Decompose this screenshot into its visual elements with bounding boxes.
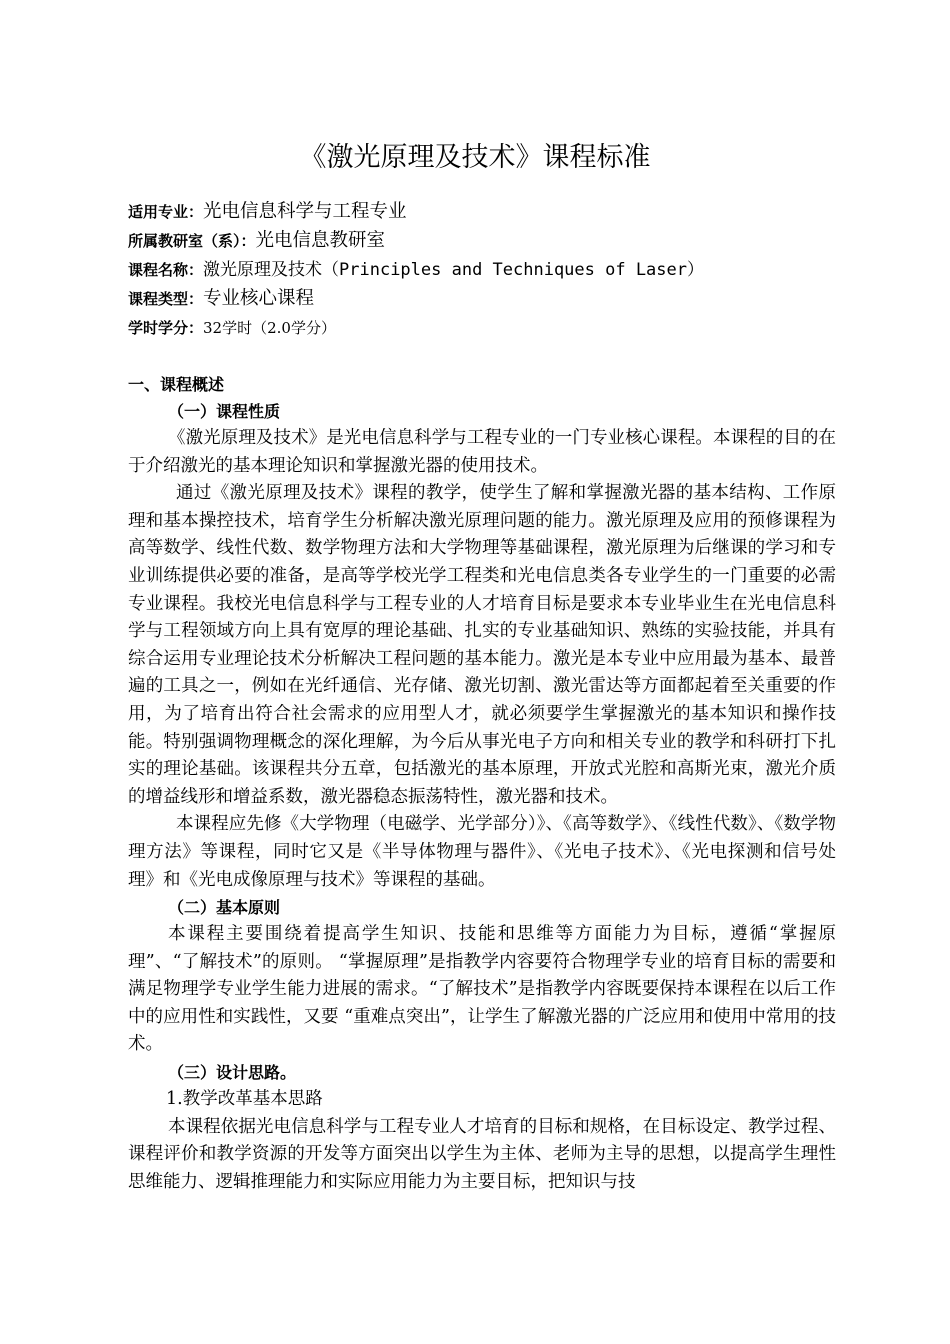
course-meta: [128, 197, 848, 342]
meta-major-label: 适用专业：: [128, 203, 204, 221]
meta-major-value: 光电信息科学与工程专业: [203, 201, 407, 222]
meta-course-value: 激光原理及技术（Principles and Techniques of Laser）: [203, 260, 705, 280]
meta-type-value: 专业核心课程: [203, 288, 315, 309]
paragraph-design-1: 本课程依据光电信息科学与工程专业人才培育的目标和规格，在目标设定、教学过程、课程评价和教学资源的开发等方面突出以学生为主体、老师为主导的思想，以提高学生理性思维能力、逻辑推理能力和实际应用能力为主要目标，把知识与技: [128, 1116, 836, 1192]
meta-course: [128, 255, 848, 284]
paragraph-nature-3: 本课程应先修《大学物理（电磁学、光学部分）》、《高等数学》、《线性代数》、《数学物理方法》等课程，同时它又是《半导体物理与器件》、《光电子技术》、《光电探测和信号处理》和《光电成像原理与技术》等课程的基础。: [128, 814, 836, 890]
meta-hours-value: 32学时（2.0学分）: [203, 319, 336, 337]
meta-type: [128, 284, 848, 313]
meta-course-label: 课程名称：: [128, 261, 204, 279]
meta-dept-label: 所属教研室（系）：: [128, 232, 256, 250]
paragraph-nature-2: 通过《激光原理及技术》课程的教学，使学生了解和掌握激光器的基本结构、工作原理和基本操控技术，培育学生分析解决激光原理问题的能力。激光原理及应用的预修课程为高等数学、线性代数、数学物理方法和大学物理等基础课程，激光原理为后继课的学习和专业训练提供必要的准备，是高等学校光学工程类和光电信息类各专业学生的一门重要的必需专业课程。我校光电信息科学与工程专业的人才培育目标是要求本专业毕业生在光电信息科学与工程领域方向上具有宽厚的理论基础、扎实的专业基础知识、熟练的实验技能，并具有综合运用专业理论技术分析解决工程问题的基本能力。激光是本专业中应用最为基本、最普遍的工具之一，例如在光纤通信、光存储、激光切割、激光雷达等方面都起着至关重要的作用，为了培育出符合社会需求的应用型人才，就必须要学生掌握激光的基本知识和操作技能。特别强调物理概念的深化理解，为今后从事光电子方向和相关专业的教学和科研打下扎实的理论基础。该课程共分五章，包括激光的基本原理，开放式光腔和高斯光束，激光介质的增益线形和增益系数，激光器稳态振荡特性，激光器和技术。: [128, 483, 836, 807]
subsection-heading-design: （三）设计思路。: [168, 1063, 297, 1083]
paragraph-principles-1: 本课程主要围绕着提高学生知识、技能和思维等方面能力为目标，遵循“掌握原理”、“了解技术”的原则。 “掌握原理”是指教学内容要符合物理学专业的培育目标的需要和满足物理学专业学生能力进展的需求。“了解技术”是指教学内容既要保持本课程在以后工作中的应用性和实践性，又要 “重难点突出”，让学生了解激光器的广泛应用和使用中常用的技术。: [128, 924, 836, 1055]
meta-dept-value: 光电信息教研室: [255, 230, 386, 251]
section-heading-overview: 一、课程概述: [128, 375, 225, 394]
meta-hours: [128, 313, 848, 342]
meta-dept: [128, 226, 848, 255]
meta-type-label: 课程类型：: [128, 290, 204, 308]
document-body: [128, 371, 836, 1196]
subsection-heading-nature: （一）课程性质: [168, 402, 281, 421]
meta-hours-label: 学时学分：: [128, 319, 204, 337]
design-subheading-reform: 1.教学改革基本思路: [166, 1089, 323, 1110]
page-title: 《激光原理及技术》课程标准: [299, 142, 651, 173]
paragraph-nature-1: 《激光原理及技术》是光电信息科学与工程专业的一门专业核心课程。本课程的目的在于介绍激光的基本理论知识和掌握激光器的使用技术。: [128, 428, 836, 476]
meta-major: [128, 197, 848, 226]
subsection-heading-principles: （二）基本原则: [168, 898, 281, 918]
